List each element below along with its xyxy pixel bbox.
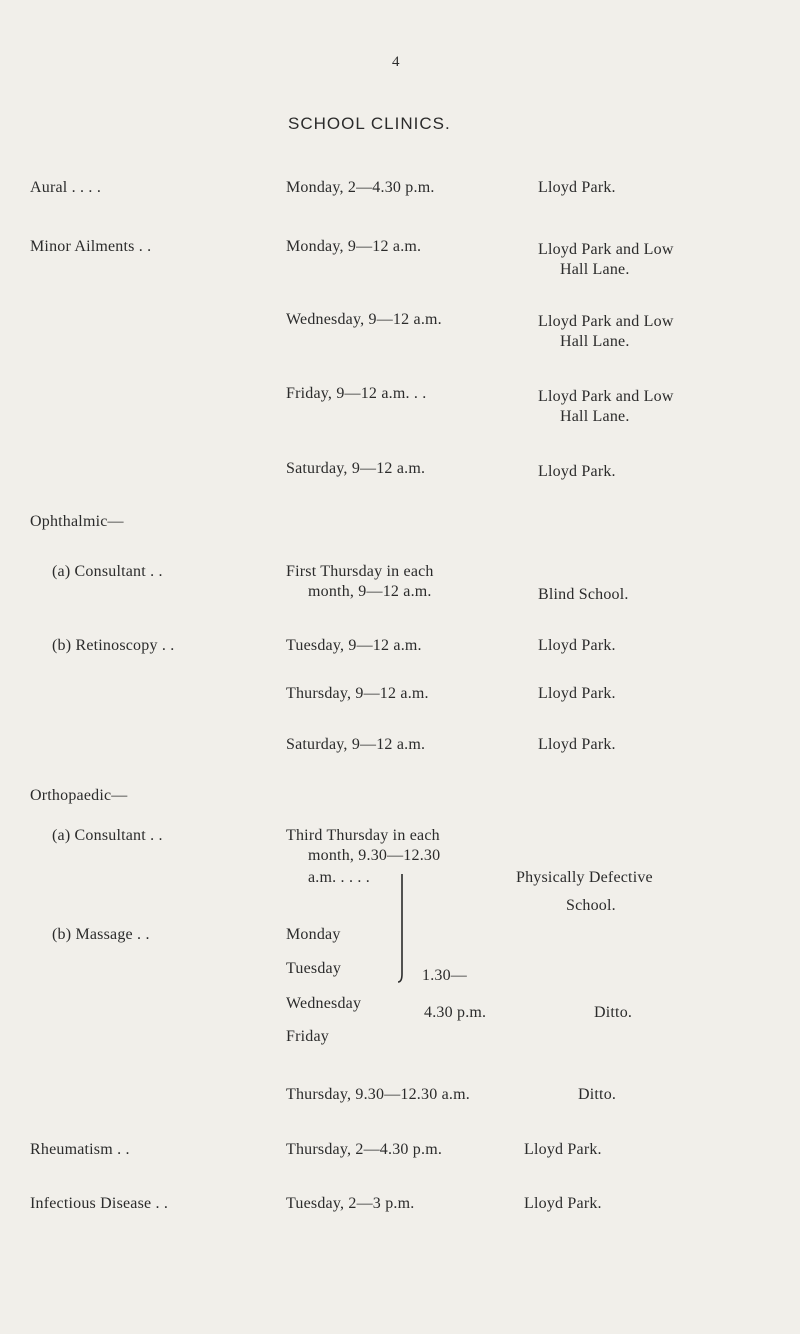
page-number: 4	[392, 54, 400, 70]
orthopaedic-consultant-time-2: month, 9.30—12.30	[308, 847, 441, 864]
infectious-disease-time: Tuesday, 2—3 p.m.	[286, 1195, 415, 1212]
aural-place: Lloyd Park.	[538, 179, 616, 196]
aural-time: Monday, 2—4.30 p.m.	[286, 179, 435, 196]
massage-day-friday: Friday	[286, 1028, 329, 1045]
retinoscopy-place-1: Lloyd Park.	[538, 637, 616, 654]
minor-place-1b: Hall Lane.	[560, 261, 630, 278]
page-title: SCHOOL CLINICS.	[288, 114, 451, 133]
minor-time-1: Monday, 9—12 a.m.	[286, 238, 422, 255]
massage-place: Ditto.	[594, 1004, 633, 1021]
minor-place-2a: Lloyd Park and Low	[538, 313, 674, 330]
retinoscopy-place-2: Lloyd Park.	[538, 685, 616, 702]
minor-place-1a: Lloyd Park and Low	[538, 241, 674, 258]
retinoscopy-place-3: Lloyd Park.	[538, 736, 616, 753]
massage-hours-2: 4.30 p.m.	[424, 1004, 487, 1021]
retinoscopy-label: (b) Retinoscopy . .	[52, 637, 175, 654]
rheumatism-place: Lloyd Park.	[524, 1141, 602, 1158]
minor-place-2b: Hall Lane.	[560, 333, 630, 350]
ophthalmic-consultant-time-2: month, 9—12 a.m.	[308, 583, 432, 600]
retinoscopy-time-1: Tuesday, 9—12 a.m.	[286, 637, 422, 654]
minor-ailments-label: Minor Ailments . .	[30, 238, 152, 255]
thursday-massage-place: Ditto.	[578, 1086, 617, 1103]
retinoscopy-time-3: Saturday, 9—12 a.m.	[286, 736, 426, 753]
ophthalmic-heading: Ophthalmic—	[30, 513, 124, 530]
aural-label: Aural . . . .	[30, 179, 102, 196]
retinoscopy-time-2: Thursday, 9—12 a.m.	[286, 685, 429, 702]
minor-time-3: Friday, 9—12 a.m. . .	[286, 385, 427, 402]
massage-day-wednesday: Wednesday	[286, 995, 362, 1012]
orthopaedic-heading: Orthopaedic—	[30, 787, 128, 804]
minor-place-3b: Hall Lane.	[560, 408, 630, 425]
orthopaedic-consultant-place-1: Physically Defective	[516, 869, 653, 886]
massage-day-tuesday: Tuesday	[286, 960, 342, 977]
massage-label: (b) Massage . .	[52, 926, 150, 943]
ophthalmic-consultant-time-1: First Thursday in each	[286, 563, 434, 580]
minor-place-4: Lloyd Park.	[538, 463, 616, 480]
orthopaedic-consultant-time-3: a.m. . . . .	[308, 869, 370, 886]
massage-hours-1: 1.30—	[422, 967, 467, 984]
orthopaedic-consultant-time-1: Third Thursday in each	[286, 827, 440, 844]
brace-bracket	[398, 870, 412, 984]
massage-day-monday: Monday	[286, 926, 341, 943]
rheumatism-time: Thursday, 2—4.30 p.m.	[286, 1141, 443, 1158]
infectious-disease-label: Infectious Disease . .	[30, 1195, 169, 1212]
minor-time-2: Wednesday, 9—12 a.m.	[286, 311, 442, 328]
rheumatism-label: Rheumatism . .	[30, 1141, 130, 1158]
thursday-massage-time: Thursday, 9.30—12.30 a.m.	[286, 1086, 470, 1103]
infectious-disease-place: Lloyd Park.	[524, 1195, 602, 1212]
orthopaedic-consultant-place-2: School.	[566, 897, 616, 914]
minor-time-4: Saturday, 9—12 a.m.	[286, 460, 426, 477]
ophthalmic-consultant-place: Blind School.	[538, 586, 629, 603]
minor-place-3a: Lloyd Park and Low	[538, 388, 674, 405]
orthopaedic-consultant-label: (a) Consultant . .	[52, 827, 163, 844]
ophthalmic-consultant-label: (a) Consultant . .	[52, 563, 163, 580]
